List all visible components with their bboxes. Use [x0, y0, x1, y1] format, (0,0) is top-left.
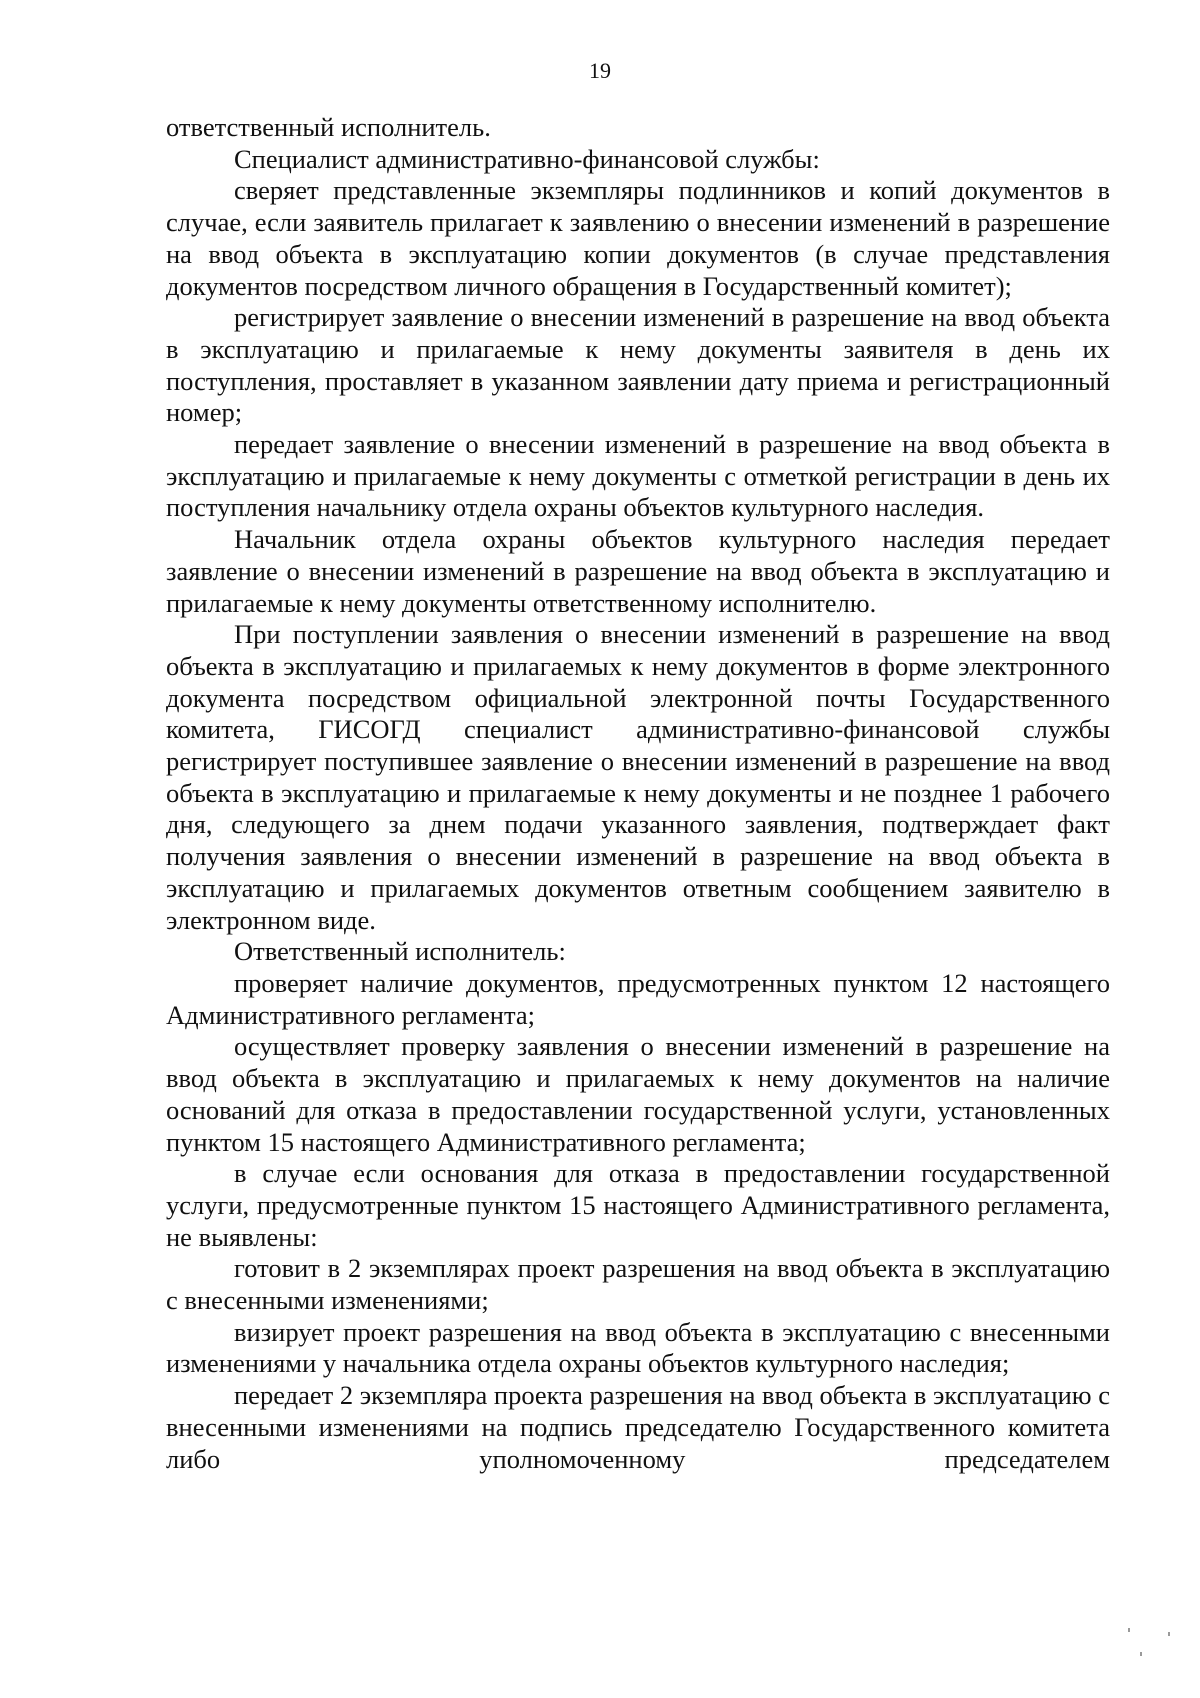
paragraph-14: передает 2 экземпляра проекта разрешения на ввод объекта в эксплуатацию с внесенными изменениями на подпись председателю Государственного комитета либо уполномоченному председателем	[166, 1380, 1110, 1474]
scan-speck	[1128, 1628, 1130, 1632]
paragraph-10: осуществляет проверку заявления о внесении изменений в разрешение на ввод объекта в эксплуатацию и прилагаемых к нему документов на наличие оснований для отказа в предоставлении государственной услуги, установленных пунктом 15 настоящего Административного регламента;	[166, 1031, 1110, 1157]
document-body	[166, 112, 1110, 1475]
paragraph-2: Специалист административно-финансовой службы:	[234, 143, 820, 174]
paragraph-5: передает заявление о внесении изменений в разрешение на ввод объекта в эксплуатацию и прилагаемые к нему документы с отметкой регистрации в день их поступления начальнику отдела охраны объектов культурного наследия.	[166, 429, 1110, 523]
paragraph-11: в случае если основания для отказа в предоставлении государственной услуги, предусмотренные пунктом 15 настоящего Административного регламента, не выявлены:	[166, 1158, 1110, 1252]
paragraph-9: проверяет наличие документов, предусмотренных пунктом 12 настоящего Административного регламента;	[166, 967, 1110, 1030]
paragraph-13: визирует проект разрешения на ввод объекта в эксплуатацию с внесенными изменениями у начальника отдела охраны объектов культурного наследия;	[166, 1316, 1110, 1379]
paragraph-8: Ответственный исполнитель:	[234, 936, 566, 967]
paragraph-1: ответственный исполнитель.	[166, 112, 491, 142]
scan-speck	[1168, 1632, 1170, 1636]
paragraph-7: При поступлении заявления о внесении изменений в разрешение на ввод объекта в эксплуатацию и прилагаемых к нему документов в форме электронного документа посредством официальной электронной почты Государственного комитета, ГИСОГД специалист административно-финансовой службы регистрирует поступившее заявление о внесении изменений в разрешение на ввод объекта в эксплуатацию и прилагаемые к нему документы и не позднее 1 рабочего дня, следующего за днем подачи указанного заявления, подтверждает факт получения заявления о внесении изменений в разрешение на ввод объекта в эксплуатацию и прилагаемых документов ответным сообщением заявителю в электронном виде.	[166, 619, 1110, 935]
paragraph-4: регистрирует заявление о внесении изменений в разрешение на ввод объекта в эксплуатацию и прилагаемые к нему документы заявителя в день их поступления, проставляет в указанном заявлении дату приема и регистрационный номер;	[166, 302, 1110, 428]
paragraph-3: сверяет представленные экземпляры подлинников и копий документов в случае, если заявитель прилагает к заявлению о внесении изменений в разрешение на ввод объекта в эксплуатацию копии документов (в случае представления документов посредством личного обращения в Государственный комитет);	[166, 175, 1110, 301]
page-number: 19	[589, 58, 611, 83]
paragraph-12: готовит в 2 экземплярах проект разрешения на ввод объекта в эксплуатацию с внесенными изменениями;	[166, 1253, 1110, 1316]
scan-speck	[1140, 1652, 1142, 1656]
paragraph-6: Начальник отдела охраны объектов культурного наследия передает заявление о внесении изменений в разрешение на ввод объекта в эксплуатацию и прилагаемые к нему документы ответственному исполнителю.	[166, 524, 1110, 618]
